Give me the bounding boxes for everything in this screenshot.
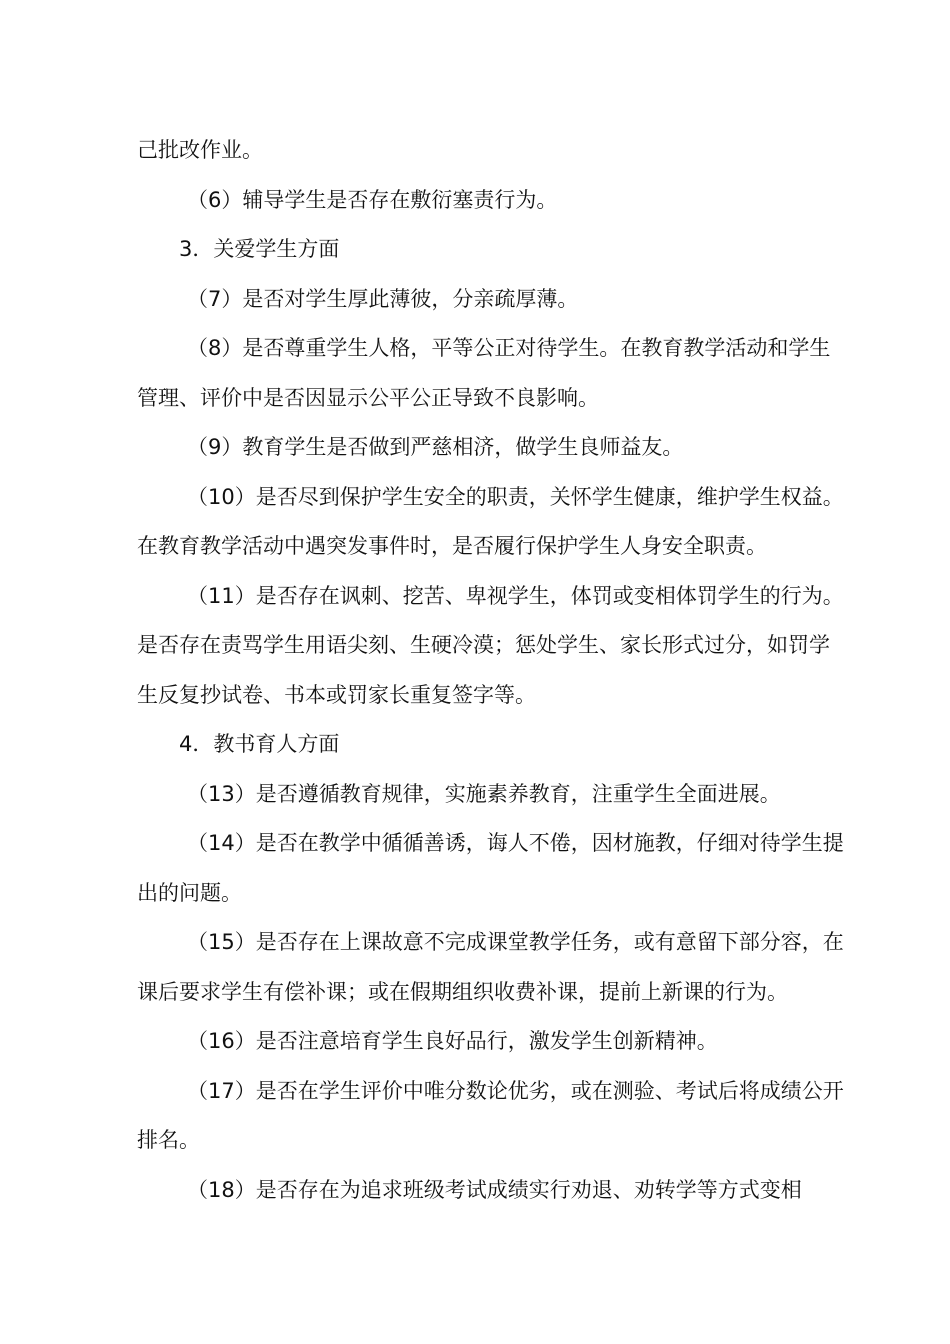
paragraph-continuation: 己批改作业。 [137, 138, 263, 162]
paragraph-item-15: （15）是否存在上课故意不完成课堂教学任务，或有意留下部分容，在课后要求学生有偿补课；或在假期组织收费补课，提前上新课的行为。 [137, 930, 844, 1004]
section-heading-teaching-and-educating: 4．教书育人方面 [179, 732, 340, 756]
paragraph-item-10: （10）是否尽到保护学生安全的职责，关怀学生健康，维护学生权益。在教育教学活动中遇突发事件时，是否履行保护学生人身安全职责。 [137, 484, 844, 558]
paragraph-item-18: （18）是否存在为追求班级考试成绩实行劝退、劝转学等方式变相 [187, 1177, 802, 1202]
paragraph-item-13: （13）是否遵循教育规律，实施素养教育，注重学生全面进展。 [187, 781, 781, 806]
paragraph-item-6: （6）辅导学生是否存在敷衍塞责行为。 [187, 187, 558, 212]
paragraph-item-9: （9）教育学生是否做到严慈相济，做学生良师益友。 [187, 435, 684, 459]
paragraph-item-16: （16）是否注意培育学生良好品行，激发学生创新精神。 [187, 1029, 718, 1053]
section-heading-care-for-students: 3．关爱学生方面 [179, 237, 340, 261]
paragraph-item-17: （17）是否在学生评价中唯分数论优劣，或在测验、考试后将成绩公开排名。 [137, 1078, 844, 1152]
paragraph-item-14: （14）是否在教学中循循善诱，诲人不倦，因材施教，仔细对待学生提出的问题。 [137, 831, 844, 905]
paragraph-item-7: （7）是否对学生厚此薄彼，分亲疏厚薄。 [187, 286, 579, 311]
paragraph-item-8: （8）是否尊重学生人格，平等公正对待学生。在教育教学活动和学生管理、评价中是否因显示公平公正导致不良影响。 [137, 336, 831, 410]
paragraph-item-11: （11）是否存在讽刺、挖苦、卑视学生，体罚或变相体罚学生的行为。是否存在责骂学生用语尖刻、生硬冷漠；惩处学生、家长形式过分，如罚学生反复抄试卷、书本或罚家长重复签字等。 [137, 583, 844, 707]
document-body [137, 126, 847, 1215]
